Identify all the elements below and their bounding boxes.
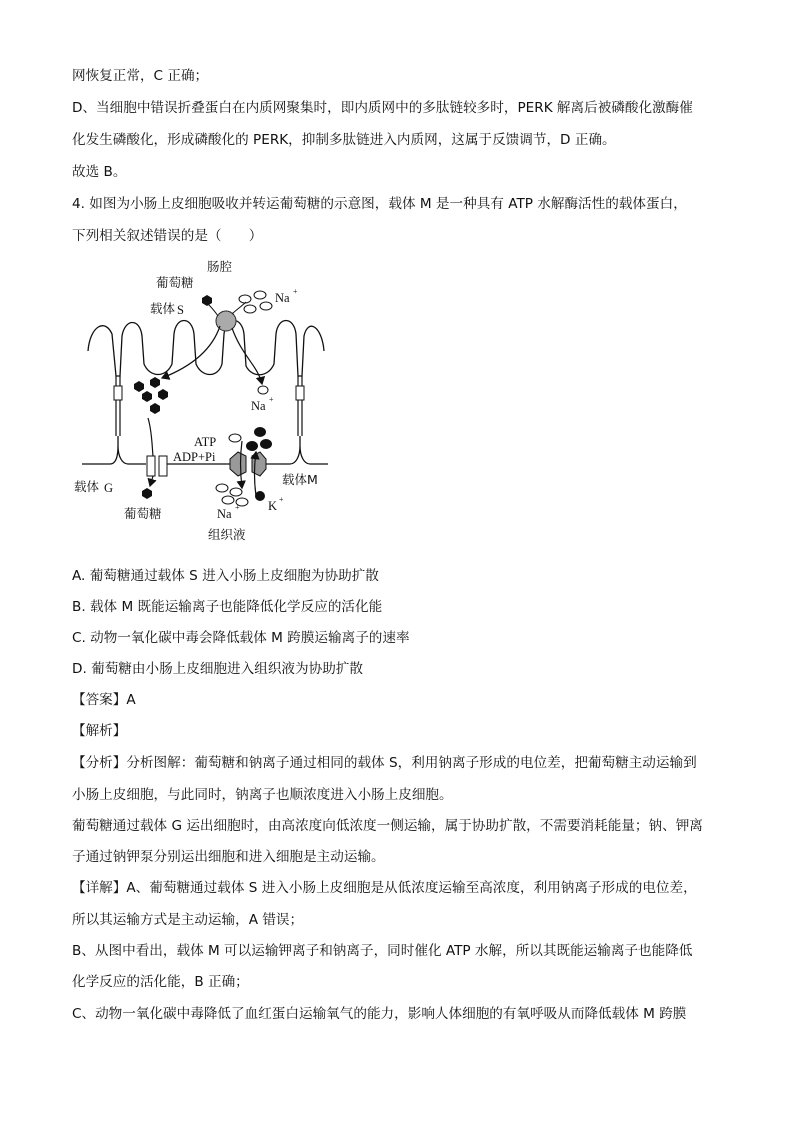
label-s: S — [177, 303, 184, 317]
sup-na-top: + — [293, 287, 298, 296]
answer-tag: 【答案】 — [72, 692, 127, 708]
fenxi-text-1: 分析图解：葡萄糖和钠离子通过相同的载体 S，利用钠离子形成的电位差，把葡萄糖主动运输到 — [126, 755, 697, 771]
label-adp: ADP+Pi — [173, 450, 216, 464]
detail-line-2: 所以其运输方式是主动运输，A 错误； — [72, 912, 304, 928]
option-c: C. 动物一氧化碳中毒会降低载体 M 跨膜运输离子的速率 — [72, 630, 410, 646]
answer-line — [72, 690, 722, 710]
fenxi-line-4: 子通过钠钾泵分别运出细胞和进入细胞是主动运输。 — [72, 849, 385, 865]
answer-value: A — [126, 692, 136, 708]
label-carrier-m: 载体M — [282, 472, 318, 487]
label-carrier-s: 载体 — [150, 301, 176, 316]
question-stem-line-1: 4. 如图为小肠上皮细胞吸收并转运葡萄糖的示意图，载体 M 是一种具有 ATP 水解酶活性的载体蛋白， — [72, 196, 687, 212]
label-atp: ATP — [194, 435, 217, 449]
detail-text-1: A、葡萄糖通过载体 S 进入小肠上皮细胞是从低浓度运输至高浓度，利用钠离子形成的电位差， — [126, 880, 697, 896]
option-d: D. 葡萄糖由小肠上皮细胞进入组织液为协助扩散 — [72, 661, 363, 677]
label-glucose-bottom: 葡萄糖 — [124, 506, 162, 521]
carrier-g — [147, 456, 155, 476]
detail-line-4: 化学反应的活化能，B 正确； — [72, 974, 249, 990]
label-g: G — [104, 481, 114, 495]
detail-line-3: B、从图中看出，载体 M 可以运输钾离子和钠离子，同时催化 ATP 水解，所以其既能运输离子也能降低 — [72, 943, 693, 959]
question-stem-line-2: 下列相关叙述错误的是（ ） — [72, 228, 263, 244]
intro-line-4: 故选 B。 — [72, 164, 127, 180]
sup-na-mid: + — [269, 395, 274, 404]
label-na-bottom: Na — [217, 507, 232, 521]
label-carrier-g: 载体 — [74, 479, 100, 494]
fenxi-line-1 — [72, 753, 722, 773]
glucose-transport-figure — [70, 256, 340, 546]
intro-line-3: 化发生磷酸化，形成磷酸化的 PERK，抑制多肽链进入内质网，这属于反馈调节，D 正确。 — [72, 132, 616, 148]
fenxi-tag: 【分析】 — [72, 755, 127, 771]
option-a: A. 葡萄糖通过载体 S 进入小肠上皮细胞为协助扩散 — [72, 568, 379, 584]
label-tissue-fluid: 组织液 — [208, 527, 246, 542]
detail-tag: 【详解】 — [72, 880, 127, 896]
cell-diagram — [70, 256, 340, 546]
label-lumen: 肠腔 — [207, 259, 233, 274]
fenxi-line-3: 葡萄糖通过载体 G 运出细胞时，由高浓度向低浓度一侧运输，属于协助扩散，不需要消耗能量；钠、钾离 — [72, 818, 703, 834]
apical-membrane — [88, 321, 324, 377]
intro-line-2: D、当细胞中错误折叠蛋白在内质网聚集时，即内质网中的多肽链较多时，PERK 解离后被磷酸化激酶催 — [72, 100, 693, 116]
detail-line-5: C、动物一氧化碳中毒降低了血红蛋白运输氧气的能力，影响人体细胞的有氧呼吸从而降低载体 M 跨膜 — [72, 1006, 687, 1022]
fenxi-line-2: 小肠上皮细胞，与此同时，钠离子也顺浓度进入小肠上皮细胞。 — [72, 787, 453, 803]
label-na-top: Na — [275, 291, 290, 305]
analysis-tag: 【解析】 — [72, 723, 127, 739]
sup-k: + — [279, 495, 284, 504]
label-k: K — [268, 499, 278, 513]
label-glucose-top: 葡萄糖 — [156, 275, 194, 290]
carrier-m — [230, 452, 246, 476]
detail-line-1 — [72, 878, 722, 898]
option-b: B. 载体 M 既能运输离子也能降低化学反应的活化能 — [72, 599, 383, 615]
sup-na-bottom: + — [235, 503, 240, 512]
intro-line-1: 网恢复正常，C 正确； — [72, 68, 209, 84]
label-na-mid: Na — [251, 399, 266, 413]
